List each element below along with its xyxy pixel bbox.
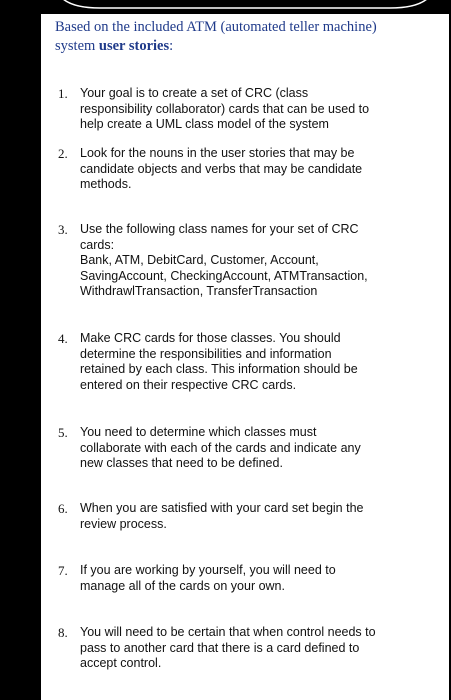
text-line: review process. xyxy=(80,516,167,531)
list-number: 2. xyxy=(58,146,68,161)
list-item-text xyxy=(80,222,430,300)
intro-paragraph xyxy=(55,18,425,56)
text-line: collaborate with each of the cards and indicate any xyxy=(80,440,361,455)
text-line: candidate objects and verbs that may be candidate xyxy=(80,161,363,176)
list-item-text xyxy=(80,563,430,594)
text-line: If you are working by yourself, you will need to xyxy=(80,563,336,577)
intro-user-stories: user stories xyxy=(98,38,170,54)
list-number: 8. xyxy=(58,625,68,640)
list-item-text xyxy=(80,501,430,532)
text-line: determine the responsibilities and information xyxy=(80,346,332,361)
intro-line-2-text: system xyxy=(55,38,99,54)
list-item-2 xyxy=(58,146,430,193)
text-line: Use the following class names for your set of CRC xyxy=(80,222,359,236)
top-curve-decoration xyxy=(60,0,430,14)
list-item-8 xyxy=(58,625,430,672)
list-item-text xyxy=(80,86,430,133)
list-item-6 xyxy=(58,501,430,532)
intro-colon: : xyxy=(169,38,174,54)
list-item-text xyxy=(80,625,430,672)
text-line: SavingAccount, CheckingAccount, ATMTransaction, xyxy=(80,268,368,283)
list-item-1 xyxy=(58,86,430,133)
text-line: new classes that need to be defined. xyxy=(80,456,283,470)
intro-line-2 xyxy=(55,37,425,56)
text-line: Make CRC cards for those classes. You should xyxy=(80,331,341,345)
text-line: manage all of the cards on your own. xyxy=(80,578,285,593)
list-item-3 xyxy=(58,222,430,300)
text-line: methods. xyxy=(80,177,132,191)
text-line: entered on their respective CRC cards. xyxy=(80,377,297,392)
list-item-4 xyxy=(58,331,430,393)
list-item-text xyxy=(80,331,430,393)
text-line: Your goal is to create a set of CRC (class xyxy=(80,86,309,100)
list-item-5 xyxy=(58,425,430,472)
text-line: help create a UML class model of the system xyxy=(80,117,329,131)
text-line: accept control. xyxy=(80,656,162,670)
list-number: 6. xyxy=(58,501,68,516)
text-line: You will need to be certain that when control needs to xyxy=(80,625,376,639)
list-item-text xyxy=(80,146,430,193)
text-line: pass to another card that there is a card defined to xyxy=(80,640,360,655)
text-line: Bank, ATM, DebitCard, Customer, Account, xyxy=(80,253,319,267)
list-number: 1. xyxy=(58,86,68,101)
intro-line-1: Based on the included ATM (automated teller machine) xyxy=(55,19,377,35)
list-number: 3. xyxy=(58,222,68,237)
text-line: retained by each class. This information should be xyxy=(80,362,358,376)
document-page xyxy=(41,14,449,700)
list-item-7 xyxy=(58,563,430,594)
list-number: 5. xyxy=(58,425,68,440)
list-number: 4. xyxy=(58,331,68,346)
text-line: Look for the nouns in the user stories that may be xyxy=(80,146,355,160)
list-item-text xyxy=(80,425,430,472)
text-line: responsibility collaborator) cards that can be used to xyxy=(80,101,370,116)
text-line: cards: xyxy=(80,237,115,252)
text-line: You need to determine which classes must xyxy=(80,425,317,439)
text-line: When you are satisfied with your card set begin the xyxy=(80,501,364,515)
list-number: 7. xyxy=(58,563,68,578)
text-line: WithdrawlTransaction, TransferTransaction xyxy=(80,284,318,298)
